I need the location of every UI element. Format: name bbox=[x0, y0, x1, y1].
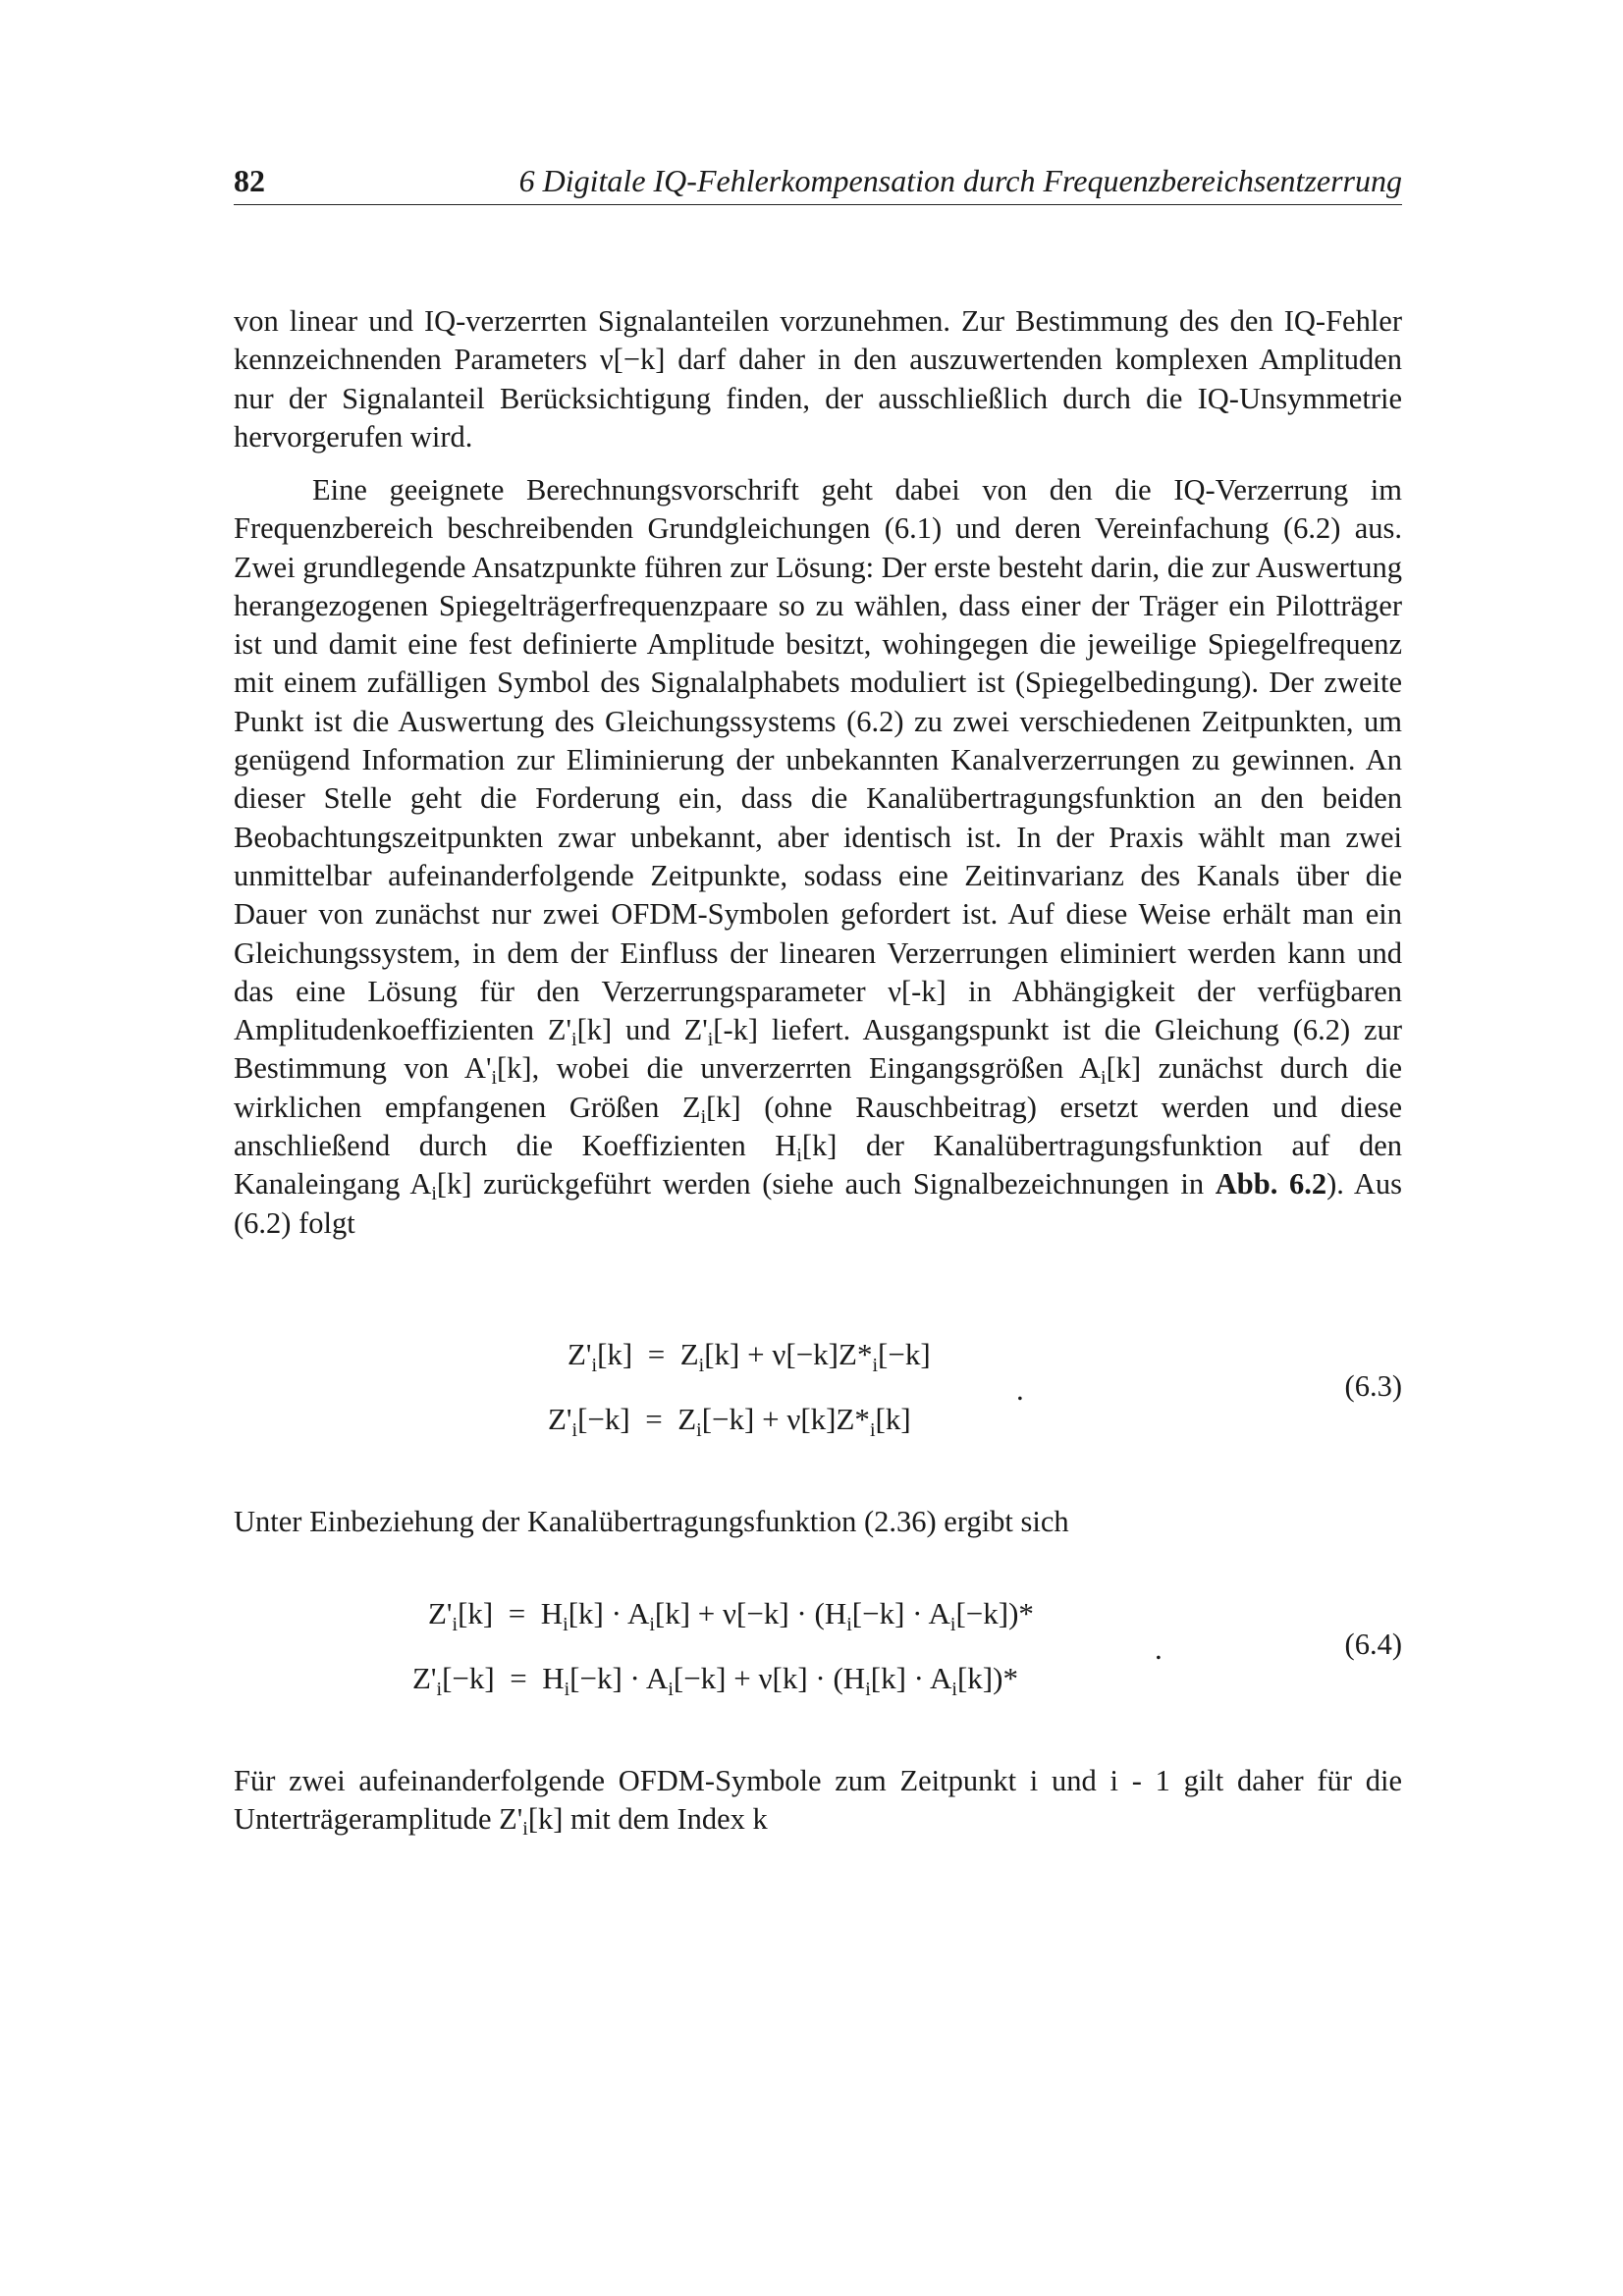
figure-reference: Abb. 6.2 bbox=[1215, 1167, 1327, 1201]
equation-6-4-period: . bbox=[1155, 1631, 1163, 1666]
running-header bbox=[234, 161, 1402, 205]
paragraph-3: Unter Einbeziehung der Kanalübertragungsfunktion (2.36) ergibt sich bbox=[234, 1505, 1069, 1538]
paragraph-2: Eine geeignete Berechnungsvorschrift geht dabei von den die IQ-Verzerrung im Frequenzbereich beschreibenden Grundgleichungen (6.1) und deren Vereinfachung (6.2) aus. Zwei grundlegende Ansatzpunkte führen zur Lösung: Der erste besteht darin, die zur Auswertung herangezogenen Spiegelträgerfrequenzpaare so zu wählen, dass einer der Träger ein Pilotträger ist und damit eine fest definierte Amplitude besitzt, wohingegen die jeweilige Spiegelfrequenz mit einem zufälligen Symbol des Signalalphabets moduliert ist (Spiegelbedingung). Der zweite Punkt ist die Auswertung des Gleichungssystems (6.2) zu zwei verschiedenen Zeitpunkten, um genügend Information zur Eliminierung der unbekannten Kanalverzerrungen zu gewinnen. An dieser Stelle geht die Forderung ein, dass die Kanalübertragungsfunktion an den beiden Beobachtungszeitpunkten zwar unbekannt, aber identisch ist. In der Praxis wählt man zwei unmittelbar aufeinanderfolgende Zeitpunkte, sodass eine Zeitinvarianz des Kanals über die Dauer von zunächst nur zwei OFDM-Symbolen gefordert ist. Auf diese Weise erhält man ein Gleichungssystem, in dem der Einfluss der linearen Verzerrungen eliminiert werden kann und das eine Lösung für den Verzerrungsparameter ν[-k] in Abhängigkeit der verfügbaren Amplitudenkoeffizienten $Z'_i[k]$ und $Z'_i[-k]$ liefert. Ausgangspunkt ist die Gleichung (6.2) zur Bestimmung von $A'_i[k]$, wobei die unverzerrten Eingangsgrößen $A_i[k]$ zunächst durch die wirklichen empfangenen Größen $Z_i[k]$ (ohne Rauschbeitrag) ersetzt werden und diese anschließend durch die Koeffizienten $H_i[k]$ der Kanalübertragungsfunktion auf den Kanaleingang $A_i[k]$ zurückgeführt werden (siehe auch Signalbezeichnungen in Abb. 6.2). Aus (6.2) folgt bbox=[234, 473, 1402, 1240]
running-title: 6 Digitale IQ-Fehlerkompensation durch Frequenzbereichsentzerrung bbox=[518, 163, 1402, 198]
page-number: 82 bbox=[234, 163, 265, 198]
paragraph-4: Für zwei aufeinanderfolgende OFDM-Symbole zum Zeitpunkt i und i - 1 gilt daher für die Unterträgeramplitude $Z'_i[k]$ mit dem Index k bbox=[234, 1764, 1402, 1841]
paragraph-1: von linear und IQ-verzerrten Signalanteilen vorzunehmen. Zur Bestimmung des den IQ-Fehler kennzeichnenden Parameters ν[−k] darf daher in den auszuwertenden komplexen Amplituden nur der Signalanteil Berücksichtigung finden, der ausschließlich durch die IQ-Unsymmetrie hervorgerufen wird. bbox=[234, 304, 1402, 454]
equation-6-4-line-2: $Z'_i[-k] = H_i[-k] \cdot A_i[-k] + \nu[k] \cdot (H_i[k] \cdot A_i[k])*$ bbox=[412, 1661, 1018, 1700]
equation-6-3-line-2: $Z'_i[-k] = Z_i[-k] + \nu[k]Z*_i[k]$ bbox=[548, 1402, 911, 1441]
equation-6-4-line-1: $Z'_i[k] = H_i[k] \cdot A_i[k] + \nu[-k] \cdot (H_i[-k] \cdot A_i[-k])*$ bbox=[428, 1596, 1034, 1635]
equation-number-6-3: (6.3) bbox=[1344, 1369, 1402, 1403]
equation-6-3-line-1: $Z'_i[k] = Z_i[k] + \nu[-k]Z*_i[-k]$ bbox=[568, 1337, 931, 1376]
equation-number-6-4: (6.4) bbox=[1344, 1628, 1402, 1661]
equation-6-3-period: . bbox=[1016, 1372, 1024, 1407]
